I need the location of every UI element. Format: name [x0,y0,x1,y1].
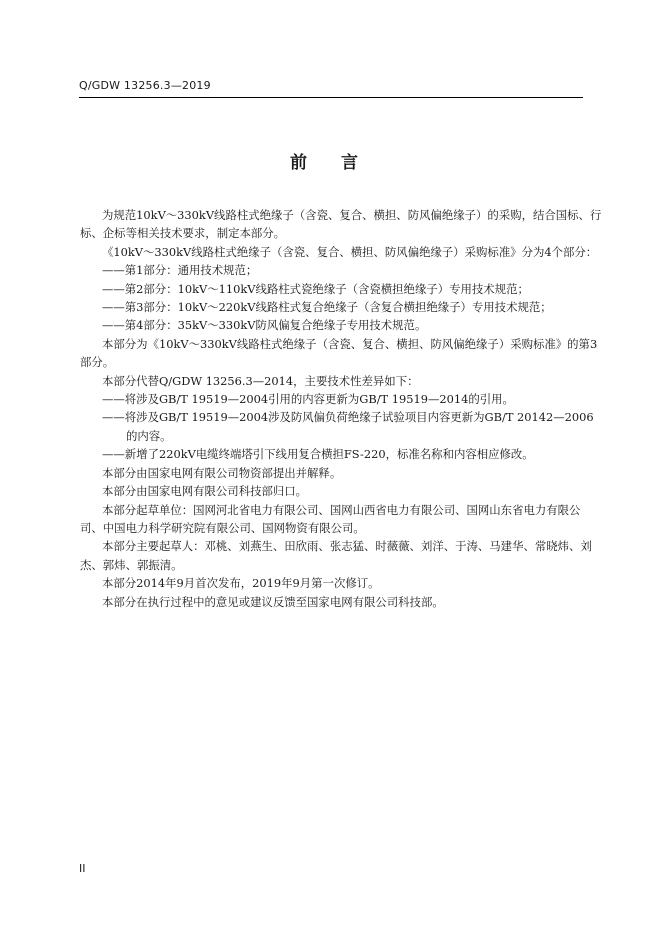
body-text [80,206,602,611]
list-item-part-3: ——第3部分：10kV～220kV线路柱式复合绝缘子（含复合横担绝缘子）专用技术规范； [102,300,552,315]
paragraph-parts-intro: 《10kV～330kV线路柱式绝缘子（含瓷、复合、横担、防风偏绝缘子）采购标准》分为4个部分： [102,244,598,259]
page-number: II [79,862,86,875]
paragraph-this-part: 本部分为《10kV～330kV线路柱式绝缘子（含瓷、复合、横担、防风偏绝缘子）采购标准》的第3部分。 [80,336,598,370]
list-item-part-2: ——第2部分：10kV～110kV线路柱式瓷绝缘子（含瓷横担绝缘子）专用技术规范； [102,281,529,296]
paragraph-feedback: 本部分在执行过程中的意见或建议反馈至国家电网有限公司科技部。 [102,594,444,609]
list-item-part-4: ——第4部分：35kV～330kV防风偏复合绝缘子专用技术规范。 [102,318,427,333]
header-rule [79,97,583,98]
paragraph-replaces: 本部分代替Q/GDW 13256.3—2014，主要技术性差异如下： [102,373,419,388]
paragraph-proposed-by: 本部分由国家电网有限公司物资部提出并解释。 [102,465,342,480]
paragraph-drafting-units: 本部分起草单位：国网河北省电力有限公司、国网山西省电力有限公司、国网山东省电力有限公司、中国电力科学研究院有限公司、国网物资有限公司。 [80,502,581,535]
paragraph-release-history: 本部分2014年9月首次发布，2019年9月第一次修订。 [102,576,380,591]
list-item-part-1: ——第1部分：通用技术规范； [102,263,258,278]
list-item-change-3: ——新增了220kV电缆终端塔引下线用复合横担FS-220，标准名称和内容相应修改。 [102,447,534,462]
paragraph-purpose: 为规范10kV～330kV线路柱式绝缘子（含瓷、复合、横担、防风偏绝缘子）的采购，结合国标、行标、企标等相关技术要求，制定本部分。 [80,208,602,241]
header-code: Q/GDW 13256.3—2019 [79,79,211,92]
paragraph-drafters: 本部分主要起草人：邓桃、刘燕生、田欣雨、张志猛、时薇薇、刘洋、于涛、马建华、常晓炜、刘杰、郭炜、郭振清。 [80,539,592,572]
paragraph-centralized-by: 本部分由国家电网有限公司科技部归口。 [102,484,308,499]
page-title: 前 言 [290,153,372,173]
list-item-change-1: ——将涉及GB/T 19519—2004引用的内容更新为GB/T 19519—2014的引用。 [102,392,514,407]
list-item-change-2: ——将涉及GB/T 19519—2004涉及防风偏负荷绝缘子试验项目内容更新为GB/T 20142—2006的内容。 [102,410,594,443]
